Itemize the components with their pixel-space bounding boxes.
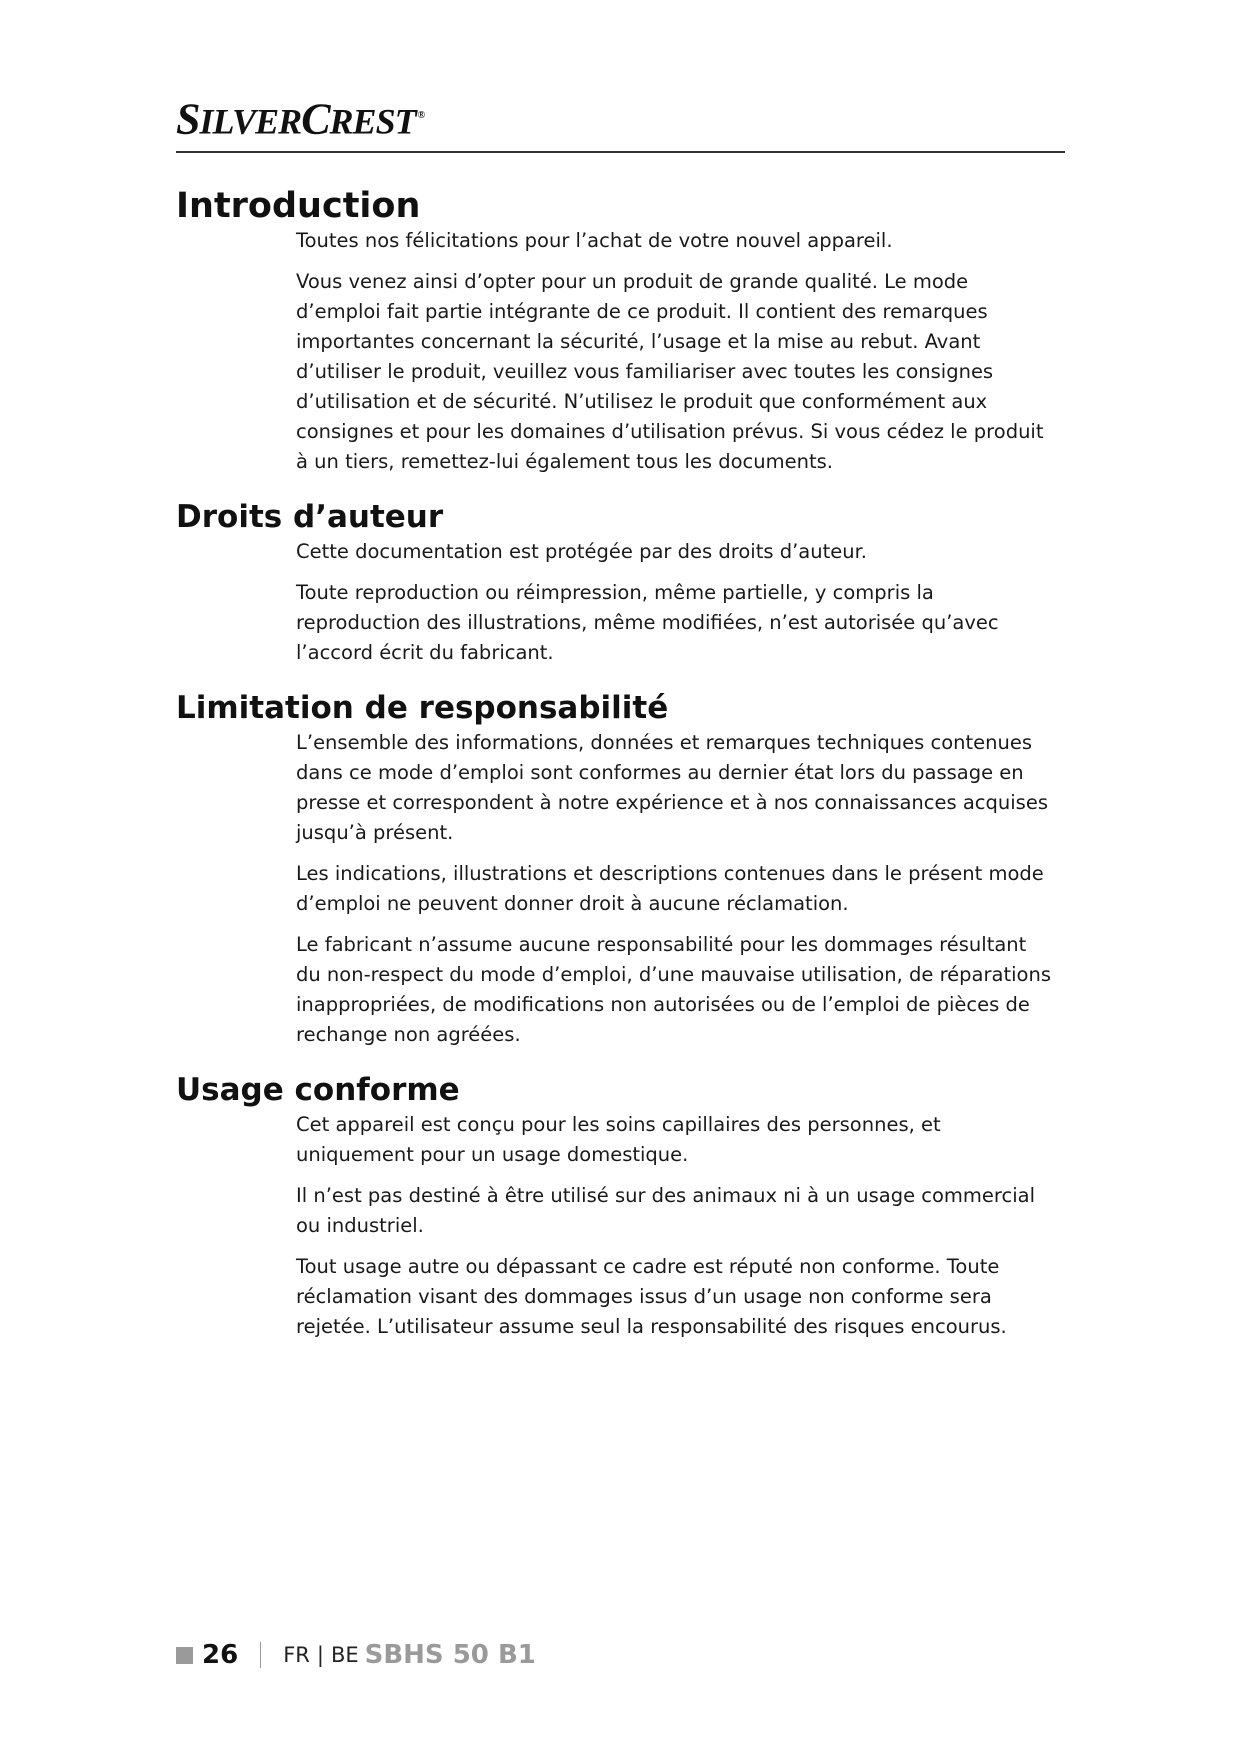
- paragraph: Il n’est pas destiné à être utilisé sur des animaux ni à un usage commercial ou industriel.: [296, 1184, 1036, 1237]
- section-introduction: [176, 186, 1066, 477]
- footer-square-icon: [176, 1647, 193, 1664]
- silvercrest-logo: SILVERCREST ®: [176, 94, 425, 144]
- section-liability: [176, 688, 1066, 1050]
- paragraph: Toute reproduction ou réimpression, même partielle, y compris la reproduction des illustrations, même modifiées, n’est autorisée qu’avec l’accord écrit du fabricant.: [296, 581, 999, 664]
- paragraph: Les indications, illustrations et descriptions contenues dans le présent mode d’emploi ne peuvent donner droit à aucune réclamation.: [296, 862, 1044, 915]
- page-header: [176, 92, 1066, 146]
- paragraph: Le fabricant n’assume aucune responsabilité pour les dommages résultant du non-respect du mode d’emploi, d’une mauvaise utilisation, de réparations inappropriées, de modifications non autorisées ou de l’emploi de pièces de rechange non agréées.: [296, 933, 1051, 1046]
- model-number: SBHS 50 B1: [364, 1640, 536, 1670]
- registered-mark: ®: [417, 110, 425, 121]
- paragraph: Tout usage autre ou dépassant ce cadre est réputé non conforme. Toute réclamation visant des dommages issus d’un usage non conforme sera rejetée. L’utilisateur assume seul la responsabilité des risques encourus.: [296, 1255, 1007, 1338]
- section-heading: Droits d’auteur: [176, 499, 444, 535]
- section-heading: Limitation de responsabilité: [176, 690, 669, 726]
- section-text: [296, 226, 1056, 477]
- page-number: 26: [202, 1640, 239, 1670]
- paragraph: L’ensemble des informations, données et remarques techniques contenues dans ce mode d’emploi sont conformes au dernier état lors du passage en presse et correspondent à notre expérience et à nos connaissances acquises jusqu’à présent.: [296, 731, 1048, 844]
- section-text: [296, 1110, 1056, 1342]
- paragraph: Toutes nos félicitations pour l’achat de votre nouvel appareil.: [296, 229, 893, 252]
- paragraph: Vous venez ainsi d’opter pour un produit de grande qualité. Le mode d’emploi fait partie intégrante de ce produit. Il contient des remarques importantes concernant la sécurité, l’usage et la mise au rebut. Avant d’utiliser le produit, veuillez vous familiariser avec toutes les consignes d’utilisation et de sécurité. N’utilisez le produit que conformément aux consignes et pour les domaines d’utilisation prévus. Si vous cédez le produit à un tiers, remettez-lui également tous les documents.: [296, 270, 1044, 473]
- document-body: [176, 186, 1066, 1362]
- paragraph: Cette documentation est protégée par des droits d’auteur.: [296, 540, 868, 563]
- section-heading: Introduction: [176, 186, 421, 226]
- section-text: [296, 728, 1056, 1050]
- footer-divider: [260, 1642, 261, 1668]
- page-footer: [176, 1638, 536, 1672]
- header-divider: [176, 151, 1065, 153]
- language-separator: |: [316, 1643, 324, 1667]
- section-intended-use: [176, 1070, 1066, 1342]
- language-code: FR: [283, 1643, 310, 1667]
- country-code: BE: [330, 1643, 359, 1667]
- section-copyright: [176, 497, 1066, 668]
- paragraph: Cet appareil est conçu pour les soins capillaires des personnes, et uniquement pour un usage domestique.: [296, 1113, 941, 1166]
- section-text: [296, 537, 1056, 668]
- section-heading: Usage conforme: [176, 1072, 460, 1108]
